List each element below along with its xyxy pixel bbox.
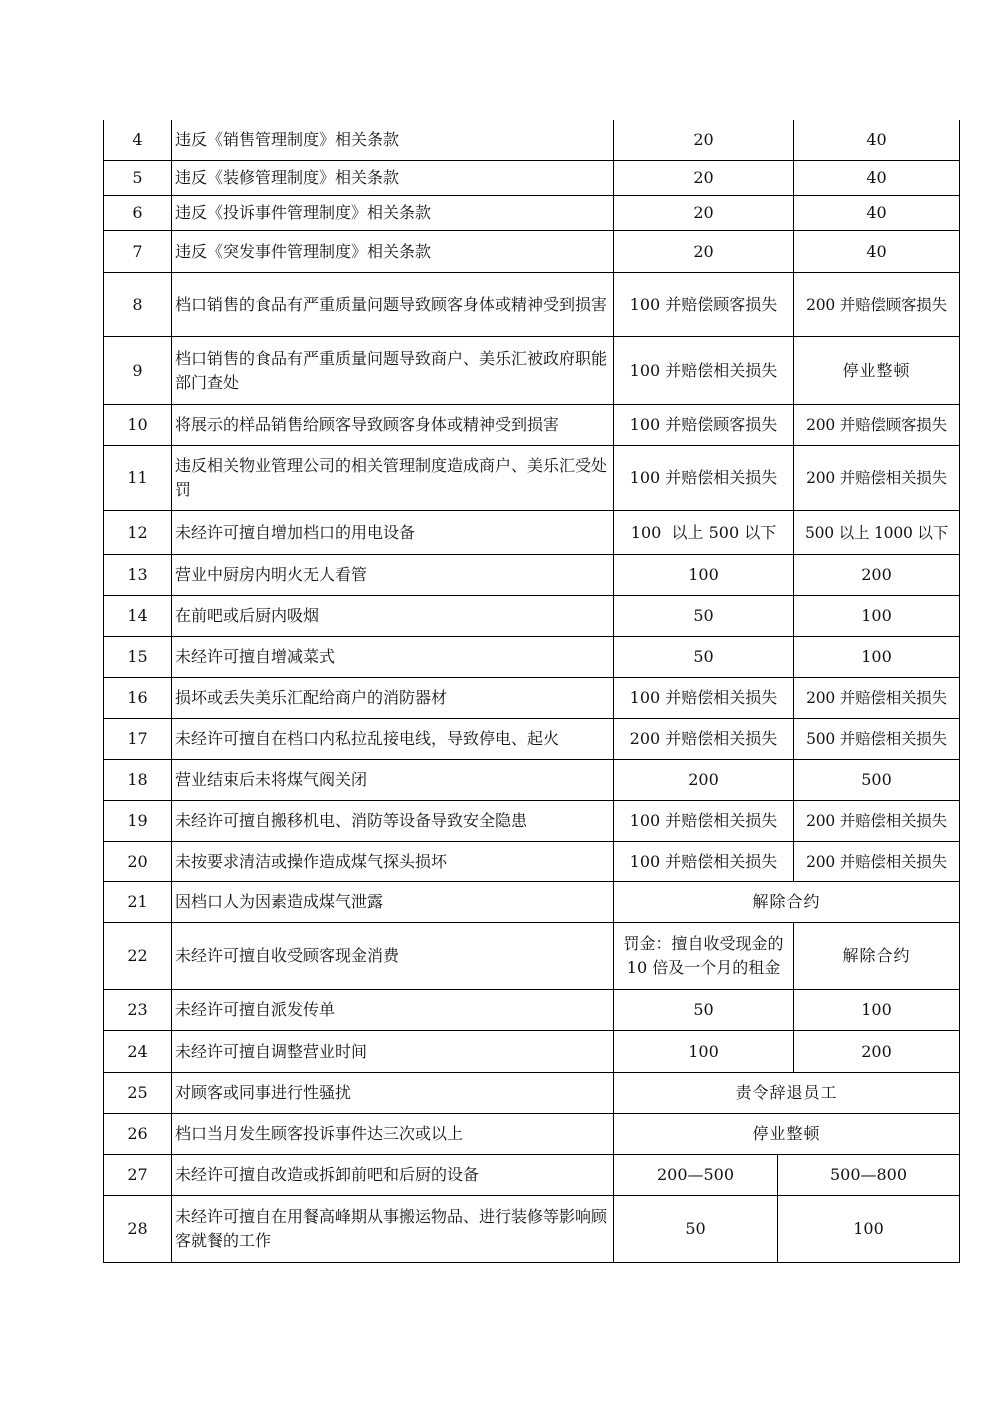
violation-description: 未经许可擅自派发传单	[172, 990, 614, 1030]
table-row	[104, 1072, 959, 1113]
first-offense-penalty: 100	[614, 555, 794, 595]
table-row	[104, 989, 959, 1030]
first-offense-penalty: 200—500	[614, 1155, 778, 1195]
first-offense-penalty: 20	[614, 196, 794, 230]
first-offense-penalty: 20	[614, 120, 794, 160]
row-number: 21	[104, 882, 172, 922]
violation-description: 对顾客或同事进行性骚扰	[172, 1073, 614, 1113]
repeat-offense-penalty: 100	[861, 647, 892, 666]
table-row	[104, 1113, 959, 1154]
row-number: 8	[104, 273, 172, 336]
first-offense-penalty: 100 并赔偿相关损失	[614, 337, 794, 404]
row-number: 25	[104, 1073, 172, 1113]
table-row	[104, 800, 959, 841]
first-offense-penalty: 50	[614, 596, 794, 636]
violation-description: 档口销售的食品有严重质量问题导致顾客身体或精神受到损害	[172, 273, 614, 336]
repeat-offense-penalty: 200 并赔偿相关损失	[806, 812, 947, 830]
first-offense-penalty: 100 以上 500 以下	[614, 511, 794, 554]
repeat-offense-penalty: 200 并赔偿相关损失	[806, 469, 947, 487]
table-row	[104, 1154, 959, 1195]
table-row	[104, 510, 959, 554]
repeat-offense-penalty: 40	[866, 241, 887, 261]
row-number: 12	[104, 511, 172, 554]
violation-description: 未经许可擅自搬移机电、消防等设备导致安全隐患	[172, 801, 614, 841]
repeat-offense-penalty: 100	[853, 1219, 884, 1238]
table-row	[104, 759, 959, 800]
first-offense-penalty: 20	[614, 231, 794, 272]
row-number: 22	[104, 923, 172, 989]
violation-description: 违反《突发事件管理制度》相关条款	[172, 231, 614, 272]
table-row	[104, 1195, 959, 1262]
violation-description: 营业结束后未将煤气阀关闭	[172, 760, 614, 800]
violation-description: 档口当月发生顾客投诉事件达三次或以上	[172, 1114, 614, 1154]
row-number: 19	[104, 801, 172, 841]
violation-description: 损坏或丢失美乐汇配给商户的消防器材	[172, 678, 614, 718]
merged-penalty: 停业整顿	[752, 1124, 821, 1143]
violation-description: 未经许可擅自收受顾客现金消费	[172, 923, 614, 989]
row-number: 11	[104, 446, 172, 510]
first-offense-penalty: 100 并赔偿相关损失	[614, 801, 794, 841]
table-row	[104, 272, 959, 336]
table-row	[104, 404, 959, 445]
violation-description: 未经许可擅自改造或拆卸前吧和后厨的设备	[172, 1155, 614, 1195]
table-row	[104, 230, 959, 272]
first-offense-penalty: 50	[614, 637, 794, 677]
row-number: 18	[104, 760, 172, 800]
repeat-offense-penalty: 40	[866, 203, 887, 222]
repeat-offense-penalty: 500—800	[829, 1165, 908, 1184]
merged-penalty: 解除合约	[752, 892, 821, 911]
violation-description: 违反《装修管理制度》相关条款	[172, 161, 614, 195]
repeat-offense-penalty: 停业整顿	[842, 360, 911, 380]
repeat-offense-penalty: 解除合约	[842, 946, 911, 965]
violation-description: 营业中厨房内明火无人看管	[172, 555, 614, 595]
table-row	[104, 120, 959, 160]
row-number: 4	[104, 120, 172, 160]
row-number: 10	[104, 405, 172, 445]
row-number: 28	[104, 1196, 172, 1262]
violation-description: 在前吧或后厨内吸烟	[172, 596, 614, 636]
row-number: 15	[104, 637, 172, 677]
violation-description: 未按要求清洁或操作造成煤气探头损坏	[172, 842, 614, 881]
first-offense-penalty: 100 并赔偿顾客损失	[614, 273, 794, 336]
first-offense-penalty: 罚金：擅自收受现金的10 倍及一个月的租金	[614, 923, 794, 989]
row-number: 17	[104, 719, 172, 759]
violation-description: 未经许可擅自增减菜式	[172, 637, 614, 677]
repeat-offense-penalty: 200 并赔偿顾客损失	[806, 295, 947, 314]
table-row	[104, 445, 959, 510]
violation-description: 未经许可擅自调整营业时间	[172, 1031, 614, 1072]
first-offense-penalty: 100 并赔偿顾客损失	[614, 405, 794, 445]
repeat-offense-penalty: 200 并赔偿顾客损失	[806, 416, 947, 434]
table-row	[104, 881, 959, 922]
repeat-offense-penalty: 100	[861, 606, 892, 625]
row-number: 27	[104, 1155, 172, 1195]
row-number: 6	[104, 196, 172, 230]
table-row	[104, 636, 959, 677]
merged-penalty: 责令辞退员工	[735, 1083, 838, 1102]
table-row	[104, 841, 959, 881]
row-number: 9	[104, 337, 172, 404]
row-number: 14	[104, 596, 172, 636]
violation-description: 将展示的样品销售给顾客导致顾客身体或精神受到损害	[172, 405, 614, 445]
table-row	[104, 922, 959, 989]
table-row	[104, 718, 959, 759]
table-row	[104, 677, 959, 718]
first-offense-penalty: 100 并赔偿相关损失	[614, 446, 794, 510]
row-number: 5	[104, 161, 172, 195]
violation-description: 违反《投诉事件管理制度》相关条款	[172, 196, 614, 230]
first-offense-penalty: 200 并赔偿相关损失	[614, 719, 794, 759]
violation-description: 未经许可擅自增加档口的用电设备	[172, 511, 614, 554]
table-row	[104, 336, 959, 404]
violation-description: 档口销售的食品有严重质量问题导致商户、美乐汇被政府职能部门查处	[172, 337, 614, 404]
violation-description: 未经许可擅自在档口内私拉乱接电线，导致停电、起火	[172, 719, 614, 759]
row-number: 13	[104, 555, 172, 595]
row-number: 20	[104, 842, 172, 881]
repeat-offense-penalty: 200 并赔偿相关损失	[806, 689, 947, 707]
row-number: 23	[104, 990, 172, 1030]
repeat-offense-penalty: 500 并赔偿相关损失	[806, 730, 947, 748]
violation-description: 违反相关物业管理公司的相关管理制度造成商户、美乐汇受处罚	[172, 446, 614, 510]
repeat-offense-penalty: 100	[861, 1000, 892, 1019]
repeat-offense-penalty: 500 以上 1000 以下	[804, 523, 948, 542]
violation-description: 违反《销售管理制度》相关条款	[172, 120, 614, 160]
repeat-offense-penalty: 200	[861, 565, 892, 584]
row-number: 16	[104, 678, 172, 718]
first-offense-penalty: 20	[614, 161, 794, 195]
violation-description: 因档口人为因素造成煤气泄露	[172, 882, 614, 922]
repeat-offense-penalty: 200 并赔偿相关损失	[806, 852, 947, 871]
table-row	[104, 195, 959, 230]
penalty-table	[103, 120, 960, 1263]
row-number: 24	[104, 1031, 172, 1072]
table-row	[104, 595, 959, 636]
repeat-offense-penalty: 500	[861, 770, 892, 789]
repeat-offense-penalty: 200	[861, 1041, 892, 1061]
first-offense-penalty: 200	[614, 760, 794, 800]
first-offense-penalty: 100	[614, 1031, 794, 1072]
repeat-offense-penalty: 40	[866, 130, 887, 149]
repeat-offense-penalty: 40	[866, 168, 887, 187]
row-number: 7	[104, 231, 172, 272]
first-offense-penalty: 50	[614, 990, 794, 1030]
first-offense-penalty: 50	[614, 1196, 778, 1262]
table-row	[104, 1030, 959, 1072]
row-number: 26	[104, 1114, 172, 1154]
table-row	[104, 554, 959, 595]
first-offense-penalty: 100 并赔偿相关损失	[614, 842, 794, 881]
table-row	[104, 160, 959, 195]
first-offense-penalty: 100 并赔偿相关损失	[614, 678, 794, 718]
violation-description: 未经许可擅自在用餐高峰期从事搬运物品、进行装修等影响顾客就餐的工作	[172, 1196, 614, 1262]
